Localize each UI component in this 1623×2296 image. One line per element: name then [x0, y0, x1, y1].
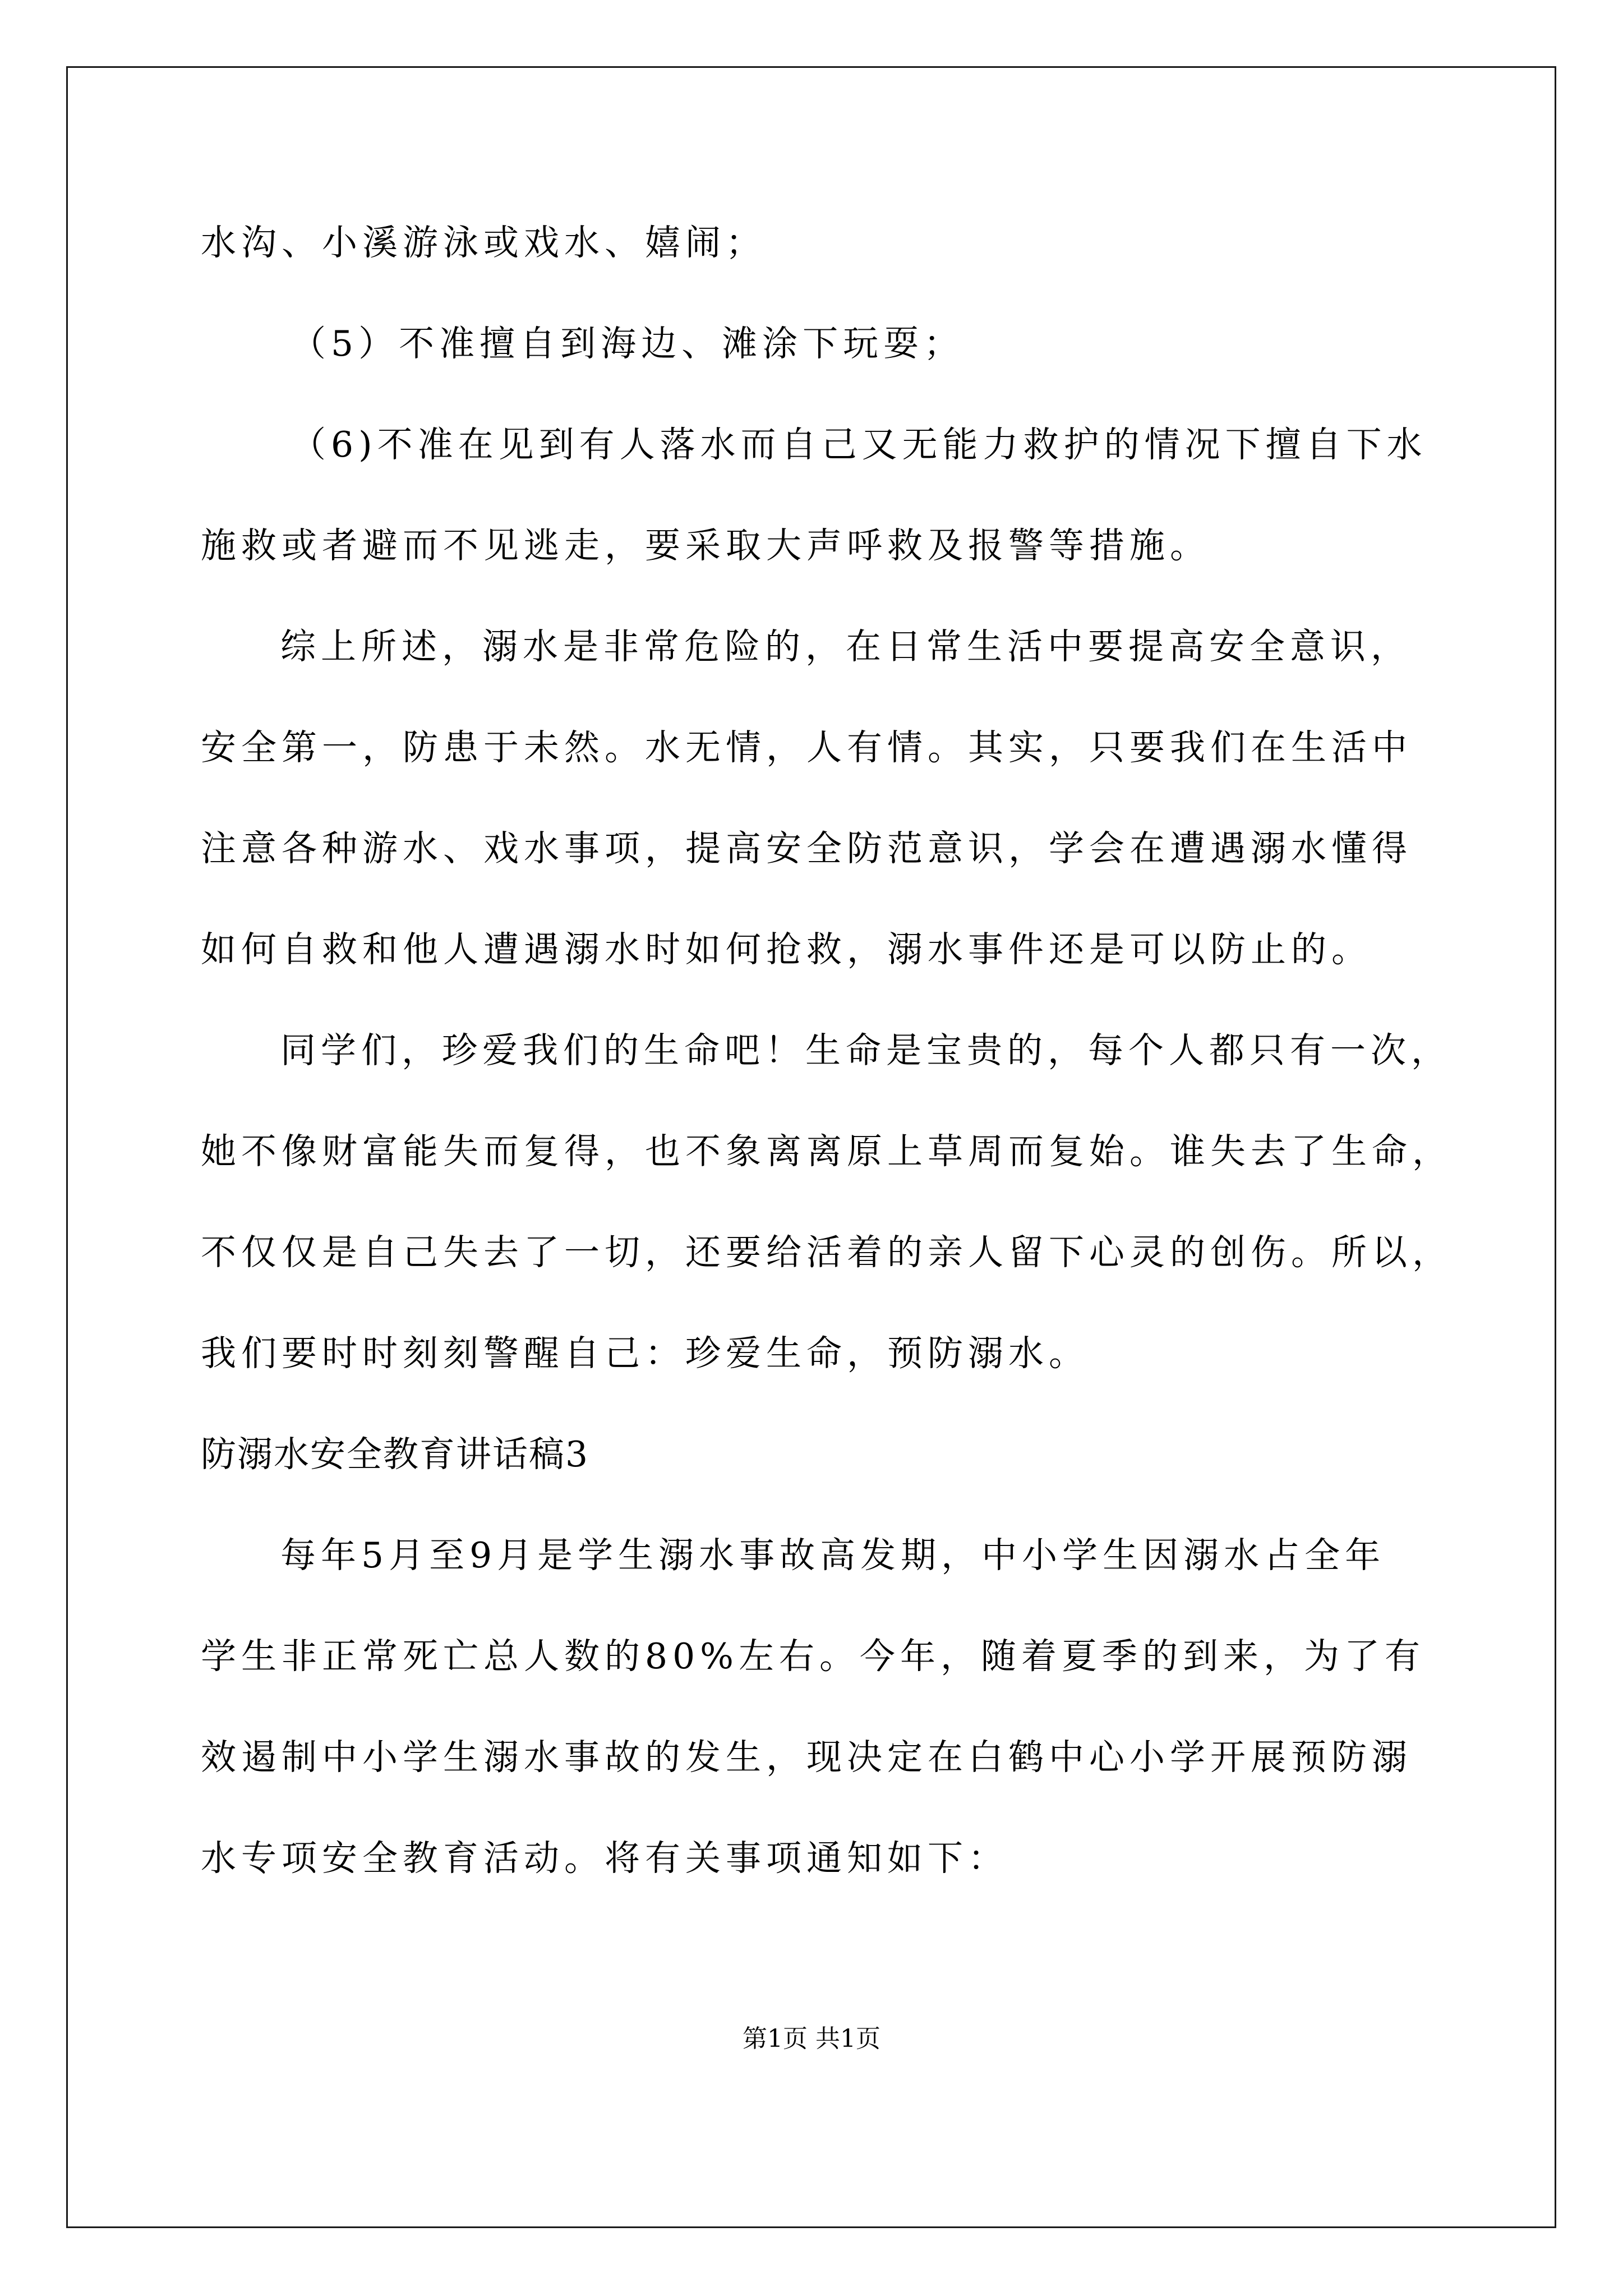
text-line: 注意各种游水、戏水事项，提高安全防范意识，学会在遭遇溺水懂得: [201, 828, 1412, 869]
text-line: 每年5月至9月是学生溺水事故高发期，中小学生因溺水占全年: [280, 1535, 1386, 1576]
text-line: 学生非正常死亡总人数的80%左右。今年，随着夏季的到来，为了有: [201, 1636, 1426, 1677]
page-footer: 第1页 共1页: [743, 2024, 880, 2053]
text-line: 安全第一，防患于未然。水无情，人有情。其实，只要我们在生活中: [201, 727, 1412, 768]
text-line: 水专项安全教育活动。将有关事项通知如下：: [201, 1838, 1008, 1879]
text-line: 她不像财富能失而复得，也不象离离原上草周而复始。谁失去了生命，: [201, 1131, 1453, 1172]
text-line: 同学们，珍爱我们的生命吧！生命是宝贵的，每个人都只有一次，: [280, 1030, 1451, 1071]
text-line: （6)不准在见到有人落水而自己又无能力救护的情况下擅自下水: [291, 424, 1427, 465]
text-line: 综上所述，溺水是非常危险的，在日常生活中要提高安全意识，: [280, 626, 1411, 667]
text-line: 效遏制中小学生溺水事故的发生，现决定在白鹤中心小学开展预防溺: [201, 1737, 1412, 1778]
text-line: 施救或者避而不见逃走，要采取大声呼救及报警等措施。: [201, 525, 1210, 566]
text-line: （5）不准擅自到海边、滩涂下玩耍；: [291, 323, 965, 364]
text-line: 不仅仅是自己失去了一切，还要给活着的亲人留下心灵的创伤。所以，: [201, 1232, 1453, 1273]
text-line: 水沟、小溪游泳或戏水、嬉闹；: [201, 222, 766, 263]
text-line: 如何自救和他人遭遇溺水时如何抢救，溺水事件还是可以防止的。: [201, 929, 1372, 970]
text-line: 我们要时时刻刻警醒自己：珍爱生命，预防溺水。: [201, 1333, 1089, 1374]
section-heading: 防溺水安全教育讲话稿3: [201, 1434, 589, 1475]
